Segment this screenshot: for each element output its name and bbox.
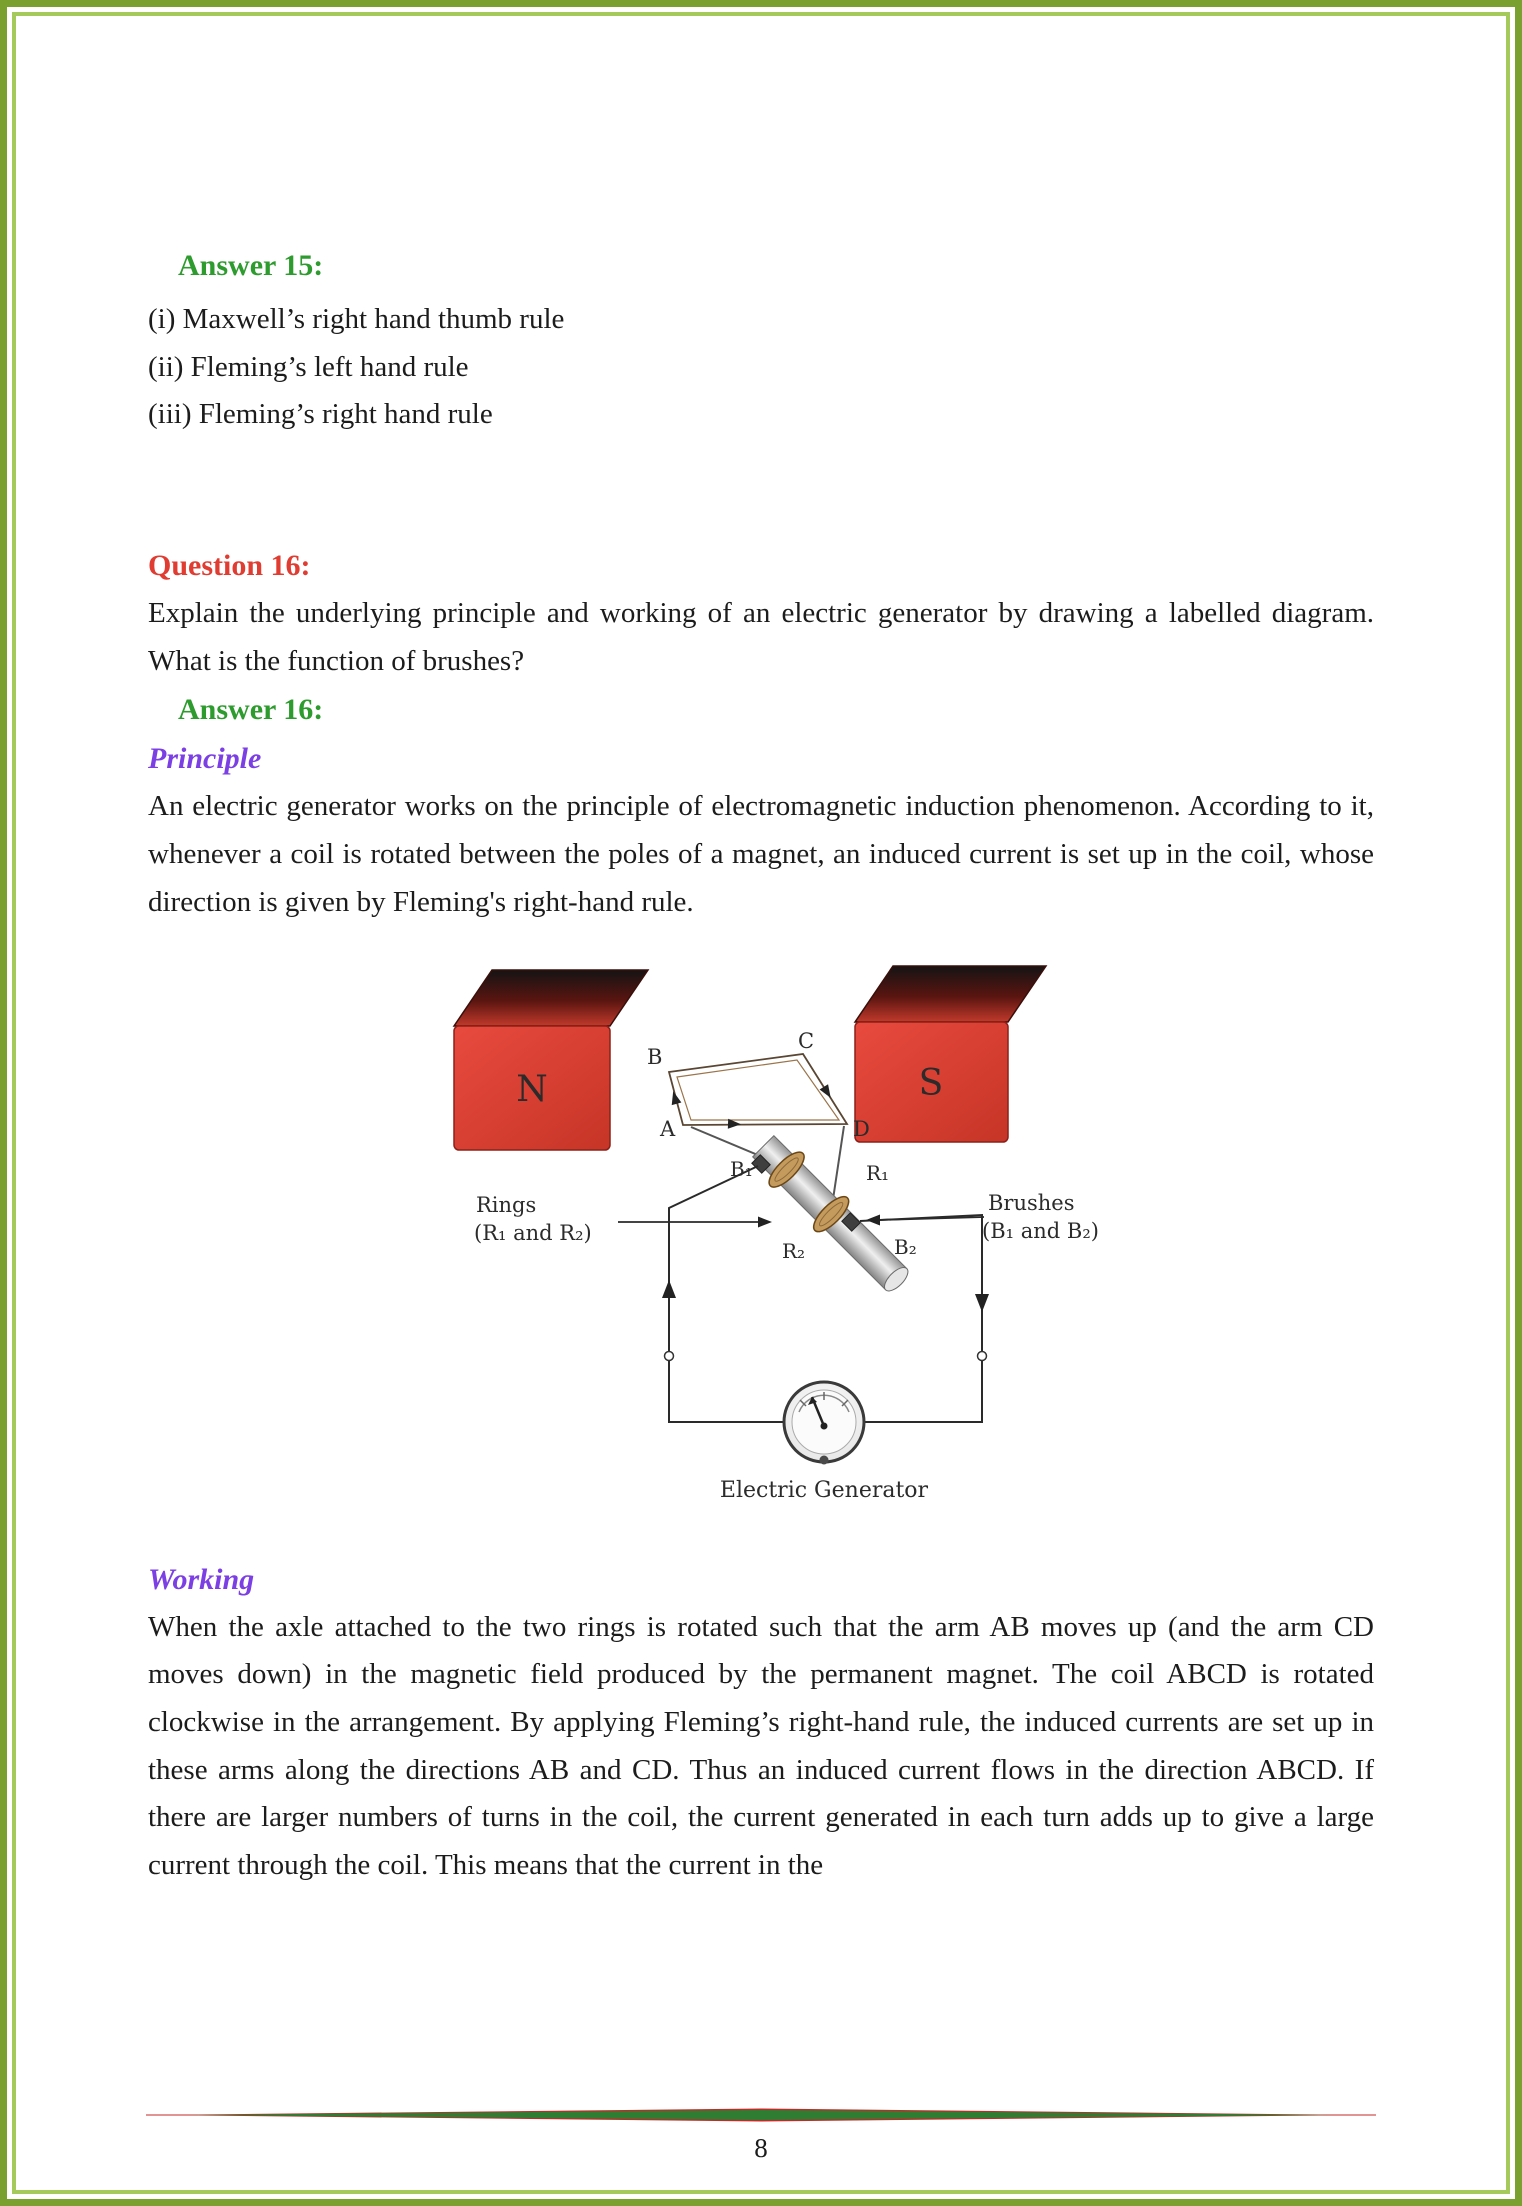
rings-callout-arrow bbox=[758, 1217, 772, 1228]
current-arrow-left-wire bbox=[662, 1280, 676, 1298]
galvanometer bbox=[784, 1382, 864, 1465]
answer-15-heading: Answer 15: bbox=[178, 249, 324, 282]
current-arrow-right-wire bbox=[975, 1294, 989, 1312]
rings-callout-detail: (R₁ and R₂) bbox=[474, 1221, 592, 1246]
coil-corner-a-label: A bbox=[660, 1117, 676, 1142]
question-16-heading: Question 16: bbox=[148, 548, 311, 582]
coil-corner-b-label: B bbox=[647, 1045, 663, 1070]
brush-2-label: B₂ bbox=[894, 1235, 917, 1260]
north-pole-label: N bbox=[516, 1069, 548, 1111]
generator-diagram-figure bbox=[446, 964, 1146, 1525]
ring-2-label: R₂ bbox=[782, 1239, 806, 1264]
current-arrow-cd bbox=[820, 1084, 835, 1100]
working-heading: Working bbox=[148, 1562, 255, 1596]
page-content bbox=[16, 16, 1506, 1889]
answer-15-item-1: (i) Maxwell’s right hand thumb rule bbox=[148, 303, 565, 336]
principle-heading: Principle bbox=[148, 742, 262, 776]
brush-1-label: B₁ bbox=[730, 1157, 753, 1182]
page-frame bbox=[12, 12, 1510, 2194]
rings-callout bbox=[474, 1193, 772, 1245]
terminal-left bbox=[665, 1352, 674, 1361]
ring-1-label: R₁ bbox=[866, 1161, 890, 1186]
north-magnet bbox=[454, 970, 648, 1150]
brushes-callout-title: Brushes bbox=[988, 1191, 1075, 1216]
brushes-callout-arrow bbox=[866, 1215, 880, 1226]
working-text: When the axle attached to the two rings is rotated such that the arm AB moves up (and the arm CD moves down) in the magnetic field produced by the permanent magnet. The coil ABCD is rotated clockwise in the arrangement. By applying Fleming’s right-hand rule, the induced currents are set up in these arms along the directions AB and CD. Thus an induced current flows in the direction ABCD. If there are larger numbers of turns in the coil, the current generated in each turn adds up to give a large current through the coil. This means that the current in the bbox=[148, 1610, 1374, 1881]
answer-15-item-3: (iii) Fleming’s right hand rule bbox=[148, 398, 493, 431]
coil-corner-d-label: D bbox=[853, 1117, 870, 1142]
coil-lead-right bbox=[832, 1126, 844, 1206]
rings-callout-title: Rings bbox=[476, 1193, 537, 1218]
brushes-callout-detail: (B₁ and B₂) bbox=[982, 1219, 1099, 1244]
question-16-text: Explain the underlying principle and working of an electric generator by drawing a labelled diagram. What is the function of brushes? bbox=[148, 597, 1374, 677]
answer-16-heading: Answer 16: bbox=[178, 693, 324, 727]
coil-abcd bbox=[668, 1054, 847, 1129]
principle-text: An electric generator works on the principle of electromagnetic induction phenomenon. According to it, whenever a coil is rotated between the poles of a magnet, an induced current is set up in the coil, whose direction is given by Fleming's right-hand rule. bbox=[148, 790, 1374, 918]
page-footer bbox=[16, 2107, 1506, 2164]
south-pole-label: S bbox=[918, 1063, 944, 1105]
page-number: 8 bbox=[754, 2133, 768, 2163]
diagram-caption: Electric Generator bbox=[719, 1478, 929, 1504]
axle-and-rings bbox=[747, 1130, 917, 1300]
south-magnet bbox=[855, 966, 1046, 1142]
answer-15-item-2: (ii) Fleming’s left hand rule bbox=[148, 350, 469, 383]
footer-divider bbox=[146, 2107, 1376, 2123]
electric-generator-diagram bbox=[446, 964, 1146, 1509]
coil-corner-c-label: C bbox=[798, 1029, 815, 1054]
terminal-right bbox=[978, 1352, 987, 1361]
